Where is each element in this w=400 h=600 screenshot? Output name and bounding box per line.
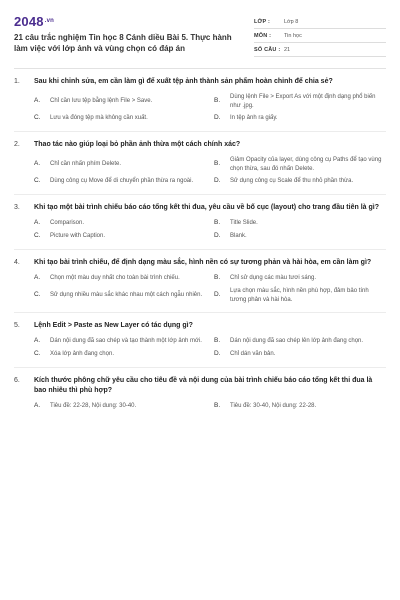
question-number: 5. bbox=[14, 322, 20, 329]
option-letter: B. bbox=[214, 337, 221, 345]
answer-options bbox=[14, 402, 386, 411]
question-text: Sau khi chỉnh sửa, em cần làm gì để xuất tệp ảnh thành sản phẩm hoàn chỉnh để chia sẻ? bbox=[34, 78, 333, 85]
option-text: Comparison. bbox=[50, 220, 85, 227]
option-letter: A. bbox=[34, 274, 41, 282]
option-letter: D. bbox=[214, 350, 221, 358]
answer-option[interactable] bbox=[34, 93, 206, 110]
question-header bbox=[14, 376, 386, 396]
logo-suffix: .vn bbox=[44, 18, 55, 24]
option-letter: D. bbox=[214, 232, 221, 240]
info-row-class bbox=[254, 15, 386, 29]
option-text: Chọn một màu duy nhất cho toàn bài trình chiếu. bbox=[50, 275, 180, 282]
option-letter: D. bbox=[214, 177, 221, 185]
answer-option[interactable] bbox=[34, 177, 206, 186]
option-text: Giảm Opacity của layer, dùng công cụ Paths để tạo vùng chọn thừa, sau đó nhấn Delete. bbox=[230, 157, 382, 172]
question-text: Thao tác nào giúp loại bỏ phần ảnh thừa một cách chính xác? bbox=[34, 141, 241, 148]
option-text: Lựa chọn màu sắc, hình nền phù hợp, đảm bảo tính tương phản và hài hòa. bbox=[230, 288, 369, 303]
question-header bbox=[14, 140, 386, 150]
info-value: Tin học bbox=[284, 32, 302, 39]
question-divider bbox=[14, 367, 386, 368]
question-item bbox=[14, 77, 386, 132]
option-letter: C. bbox=[34, 177, 41, 185]
option-text: Tiêu đề: 30-40, Nội dung: 22-28. bbox=[230, 403, 317, 410]
answer-option[interactable] bbox=[34, 274, 206, 283]
answer-options bbox=[14, 219, 386, 241]
header-divider bbox=[14, 68, 386, 69]
option-text: Chỉ sử dụng các màu tươi sáng. bbox=[230, 275, 317, 282]
question-text: Khi tạo bài trình chiếu, để định dạng màu sắc, hình nền có sự tương phản và hài hòa, em cần làm gì? bbox=[34, 259, 372, 266]
question-item bbox=[14, 258, 386, 313]
question-header bbox=[14, 258, 386, 268]
info-label: LỚP : bbox=[254, 18, 270, 25]
answer-option[interactable] bbox=[34, 287, 206, 304]
answer-option[interactable] bbox=[214, 219, 386, 228]
question-divider bbox=[14, 249, 386, 250]
answer-option[interactable] bbox=[214, 274, 386, 283]
answer-option[interactable] bbox=[214, 114, 386, 123]
option-text: Chỉ cần nhấn phím Delete. bbox=[50, 161, 122, 168]
info-row-subject bbox=[254, 29, 386, 43]
option-text: Dùng công cụ Move để di chuyển phần thừa ra ngoài. bbox=[50, 178, 194, 185]
answer-option[interactable] bbox=[214, 93, 386, 110]
info-value: 21 bbox=[284, 46, 291, 53]
option-text: Chỉ cần lưu tệp bằng lệnh File > Save. bbox=[50, 98, 153, 105]
question-divider bbox=[14, 194, 386, 195]
info-value: Lớp 8 bbox=[284, 18, 299, 25]
answer-option[interactable] bbox=[214, 177, 386, 186]
question-text: Khi tạo một bài trình chiếu báo cáo tổng kết thi đua, yêu cầu về bố cục (layout) cho trang đầu tiên là gì? bbox=[34, 204, 379, 211]
site-logo[interactable] bbox=[14, 14, 239, 29]
document-title: 21 câu trắc nghiệm Tin học 8 Cánh diều Bài 5. Thực hành làm việc với lớp ảnh và vùng chọn có đáp án bbox=[14, 33, 232, 53]
question-divider bbox=[14, 131, 386, 132]
answer-option[interactable] bbox=[214, 287, 386, 304]
answer-option[interactable] bbox=[214, 232, 386, 241]
option-text: Title Slide. bbox=[230, 220, 258, 227]
question-header bbox=[14, 77, 386, 87]
answer-option[interactable] bbox=[214, 337, 386, 346]
option-text: Xóa lớp ảnh đang chọn. bbox=[50, 351, 114, 358]
answer-option[interactable] bbox=[214, 402, 386, 411]
question-text: Kích thước phông chữ yêu cầu cho tiêu đề và nội dung của bài trình chiếu báo cáo tổng kết thi đua là bao nhiêu thì phù hợp? bbox=[34, 377, 373, 394]
option-text: Lưu và đóng tệp mà không cần xuất. bbox=[50, 115, 148, 122]
header-left bbox=[14, 14, 239, 58]
answer-options bbox=[14, 274, 386, 304]
option-letter: A. bbox=[34, 402, 41, 410]
option-letter: B. bbox=[214, 97, 221, 105]
option-letter: C. bbox=[34, 232, 41, 240]
option-text: Blank. bbox=[230, 233, 247, 240]
option-letter: C. bbox=[34, 350, 41, 358]
option-text: Chỉ dán văn bản. bbox=[230, 351, 276, 358]
answer-option[interactable] bbox=[214, 156, 386, 173]
option-letter: C. bbox=[34, 114, 41, 122]
option-text: Tiêu đề: 22-28, Nội dung: 30-40. bbox=[50, 403, 137, 410]
answer-option[interactable] bbox=[34, 350, 206, 359]
answer-option[interactable] bbox=[34, 114, 206, 123]
answer-option[interactable] bbox=[34, 156, 206, 173]
logo-text: 2048 bbox=[14, 14, 44, 29]
info-table bbox=[254, 15, 386, 58]
question-divider bbox=[14, 312, 386, 313]
question-number: 1. bbox=[14, 78, 20, 85]
question-list bbox=[14, 77, 386, 411]
question-header bbox=[14, 203, 386, 213]
question-number: 2. bbox=[14, 141, 20, 148]
option-text: Sử dụng nhiều màu sắc khác nhau một cách ngẫu nhiên. bbox=[50, 292, 203, 299]
option-letter: A. bbox=[34, 337, 41, 345]
option-text: Picture with Caption. bbox=[50, 233, 106, 240]
option-letter: B. bbox=[214, 402, 221, 410]
option-letter: B. bbox=[214, 160, 221, 168]
option-letter: A. bbox=[34, 97, 41, 105]
info-row-count bbox=[254, 43, 386, 57]
question-item bbox=[14, 140, 386, 195]
question-number: 4. bbox=[14, 259, 20, 266]
info-label: SỐ CÂU : bbox=[254, 46, 281, 53]
question-item bbox=[14, 376, 386, 411]
question-item bbox=[14, 321, 386, 368]
info-label: MÔN : bbox=[254, 32, 272, 39]
option-letter: D. bbox=[214, 291, 221, 299]
answer-option[interactable] bbox=[34, 402, 206, 411]
answer-option[interactable] bbox=[34, 232, 206, 241]
answer-options bbox=[14, 93, 386, 123]
question-text: Lệnh Edit > Paste as New Layer có tác dụng gì? bbox=[34, 322, 193, 329]
option-letter: A. bbox=[34, 160, 41, 168]
option-text: Dán nội dung đã sao chép lên lớp ảnh đang chọn. bbox=[230, 338, 364, 345]
option-text: Dán nội dung đã sao chép và tạo thành một lớp ảnh mới. bbox=[50, 338, 202, 345]
option-letter: C. bbox=[34, 291, 41, 299]
option-letter: B. bbox=[214, 274, 221, 282]
option-text: In tệp ảnh ra giấy. bbox=[230, 115, 278, 122]
question-item bbox=[14, 203, 386, 250]
answer-option[interactable] bbox=[34, 219, 206, 228]
answer-options bbox=[14, 337, 386, 359]
question-number: 3. bbox=[14, 204, 20, 211]
answer-option[interactable] bbox=[214, 350, 386, 359]
option-letter: B. bbox=[214, 219, 221, 227]
option-letter: D. bbox=[214, 114, 221, 122]
option-text: Sử dụng công cụ Scale để thu nhỏ phần thừa. bbox=[230, 178, 354, 185]
option-letter: A. bbox=[34, 219, 41, 227]
answer-option[interactable] bbox=[34, 337, 206, 346]
answer-options bbox=[14, 156, 386, 186]
question-header bbox=[14, 321, 386, 331]
page-header bbox=[14, 0, 386, 58]
question-number: 6. bbox=[14, 377, 20, 384]
option-text: Dùng lệnh File > Export As với một định dạng phổ biến như .jpg. bbox=[230, 94, 376, 109]
